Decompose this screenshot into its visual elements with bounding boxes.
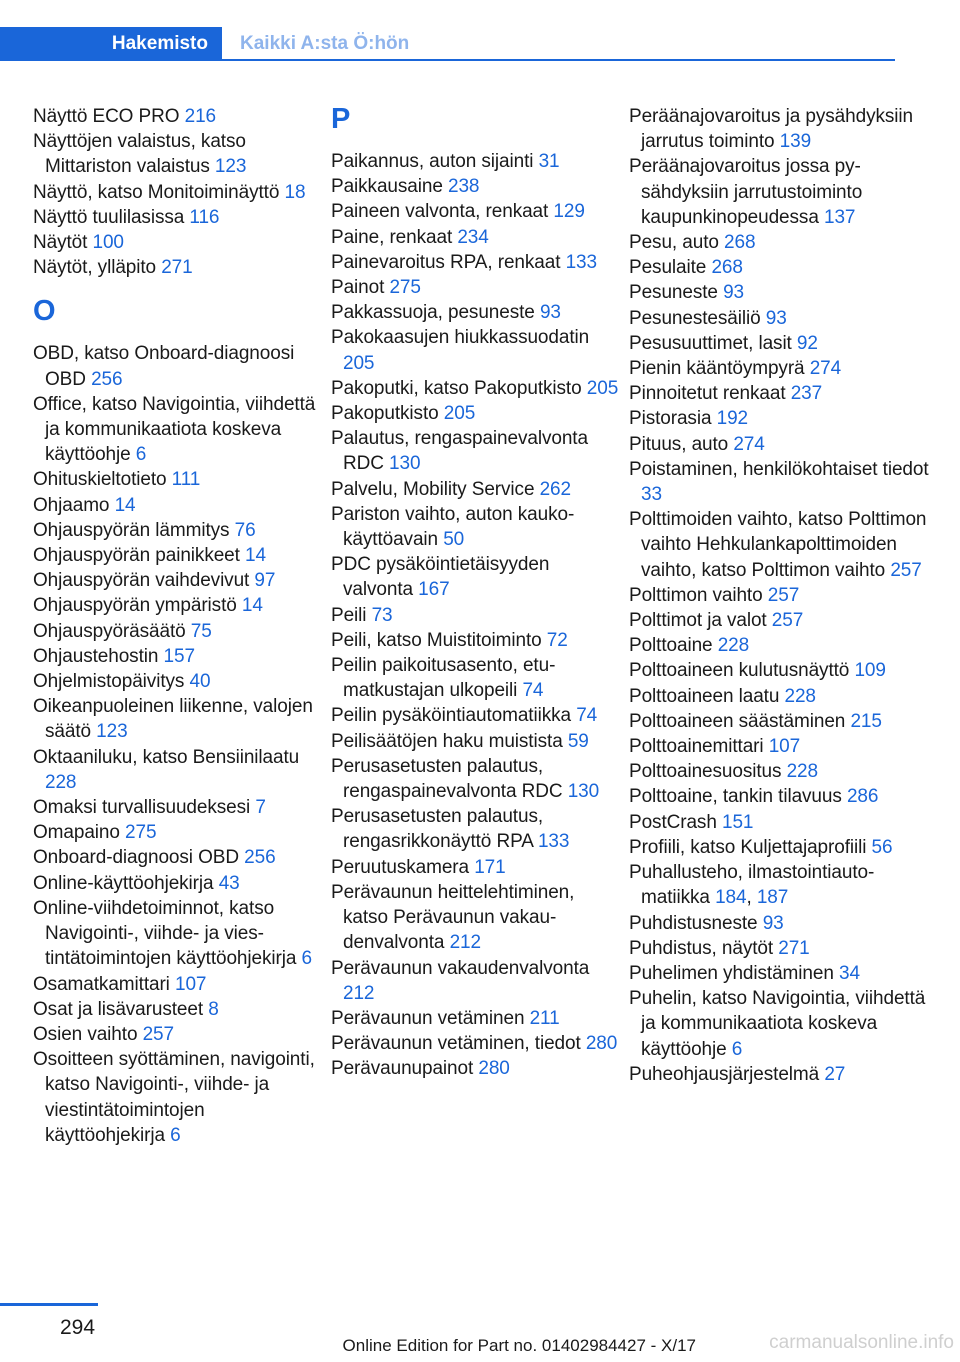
entry-text: Perusasetusten palautus, rengaspainevalvonta RDC (331, 755, 568, 803)
page-link[interactable]: 107 (175, 973, 207, 995)
index-entry (33, 896, 323, 972)
entry-text: Profiili, katso Kuljettajaprofiili (629, 836, 872, 858)
index-entry (331, 250, 621, 275)
entry-text: Peilisäätöjen haku muistista (331, 730, 568, 752)
entry-text: Onboard-diagnoosi OBD (33, 847, 245, 869)
page-link[interactable]: 171 (474, 856, 506, 878)
index-entry (629, 633, 929, 658)
index-entry (629, 734, 929, 759)
page-link[interactable]: 40 (189, 671, 211, 693)
page-link[interactable]: 14 (245, 545, 266, 567)
entry-text: Ohjauspyörän lämmitys (33, 519, 235, 541)
entry-text: Puhdistus, näytöt (629, 937, 779, 959)
entry-text: Pituus, auto (629, 433, 734, 455)
entry-text: Oikeanpuoleinen liikenne, valojen säätö (33, 696, 313, 743)
page-link[interactable]: 151 (721, 811, 754, 833)
page-link[interactable]: 7 (255, 797, 266, 819)
index-entry (629, 104, 929, 154)
entry-text: Paineen valvonta, renkaat (331, 201, 554, 223)
index-entry (629, 432, 929, 457)
entry-text: Perävaunun vetäminen (331, 1007, 530, 1029)
entry-text: Näyttöjen valaistus, katso Mittariston valaistus (33, 131, 246, 178)
entry-text: Pesu, auto (629, 232, 725, 254)
entry-text: Pistorasia (629, 408, 717, 430)
index-entry (331, 1006, 621, 1031)
page-link[interactable]: 116 (189, 206, 220, 228)
entry-text: Polttimoiden vaihto, katso Polttimon vaihto Hehkulankapolttimoiden vaihto, katso Polttimon vaihto (629, 509, 927, 581)
page-link[interactable]: 14 (241, 595, 263, 617)
index-entry (331, 754, 621, 804)
page-link[interactable]: 274 (733, 433, 765, 455)
entry-text: Perävaunun vetäminen, tiedot (331, 1033, 586, 1055)
page-link[interactable]: 6 (170, 1124, 181, 1146)
entry-text: Pesusuuttimet, lasit (629, 332, 797, 354)
entry-text: Polttoaineen säästäminen (629, 710, 851, 732)
page-link[interactable]: 192 (716, 408, 749, 430)
entry-text: Pesuneste (629, 282, 724, 304)
index-column-1 (33, 104, 323, 1148)
index-entry (331, 729, 621, 754)
page-link[interactable]: 167 (418, 579, 450, 601)
page-link[interactable]: 18 (284, 181, 306, 203)
page-link[interactable]: 157 (163, 645, 195, 667)
index-entry (629, 583, 929, 608)
entry-text: Polttoaineen kulutusnäyttö (629, 660, 855, 682)
page-link[interactable]: 76 (234, 519, 256, 541)
index-entry (331, 426, 621, 476)
index-entry (629, 759, 929, 784)
index-entry (33, 845, 323, 870)
page-link[interactable]: 256 (244, 847, 276, 869)
entry-text: Perävaunun heittelehtiminen, katso Perävaunun vakaudenvalvonta (331, 881, 575, 954)
index-entry (629, 709, 929, 734)
entry-text: Ohituskieltotieto (33, 469, 172, 491)
page-link[interactable]: 262 (539, 478, 571, 500)
index-entry (33, 104, 323, 129)
page-number: 294 (60, 1316, 96, 1339)
page-link[interactable]: 275 (389, 277, 421, 299)
entry-text: Pakoputki, katso Pakoputkisto (331, 377, 587, 399)
index-entry (629, 986, 929, 1062)
entry-text: Peilin pysäköintiautomatiikka (331, 705, 577, 727)
entry-text: Painot (331, 277, 390, 299)
index-entry (331, 552, 621, 602)
page-link[interactable]: 72 (546, 629, 568, 651)
entry-text: PDC pysäköintietäisyyden valvonta (331, 554, 550, 601)
index-entry (629, 406, 929, 431)
header-rule (0, 59, 895, 61)
page-link[interactable]: 212 (449, 932, 481, 954)
page-link[interactable]: 228 (45, 771, 77, 793)
entry-text: Paine, renkaat (331, 226, 458, 248)
index-entry (331, 880, 621, 956)
entry-text: Peilin paikoitusasento, etumatkustajan ulkopeili (331, 655, 556, 702)
entry-text: Ohjaustehostin (33, 645, 164, 667)
page-link[interactable]: 92 (796, 332, 818, 354)
entry-text: Näytöt (33, 232, 93, 254)
entry-text: Pesulaite (629, 257, 712, 279)
index-entry (33, 619, 323, 644)
index-entry (331, 149, 621, 174)
page-link[interactable]: 59 (567, 730, 589, 752)
entry-text: Polttimot ja valot (629, 610, 772, 632)
entry-text: Pariston vaihto, auton kaukokäyttöavain (331, 503, 575, 551)
index-entry (33, 1022, 323, 1047)
page-link[interactable]: 6 (135, 444, 147, 466)
header-tab-bar (0, 27, 895, 61)
index-entry (33, 493, 323, 518)
index-entry (331, 628, 621, 653)
entry-text: Peräänajovaroitus jossa pysähdyksiin jarrutustoiminto kaupunkinopeudessa (629, 156, 863, 228)
index-entry (629, 331, 929, 356)
page-link[interactable]: 257 (767, 584, 800, 606)
entry-text: Ohjelmistopäivitys (33, 671, 190, 693)
page-link[interactable]: 31 (538, 151, 560, 172)
entry-text: Perävaunun vakaudenvalvonta (331, 957, 590, 979)
index-entry (629, 810, 929, 835)
page-link[interactable]: 234 (457, 226, 489, 248)
page-link[interactable]: 286 (846, 786, 879, 808)
entry-text: Online-viihdetoiminnot, katso Navigointi-, viihde- ja viestintätoimintojen käyttöohjekirja (33, 897, 302, 970)
page-link[interactable]: 228 (786, 761, 818, 783)
page-link[interactable]: 111 (171, 469, 201, 491)
entry-text: PostCrash (629, 811, 722, 833)
index-entry (33, 255, 323, 280)
index-entry (331, 703, 621, 728)
index-entry (629, 306, 929, 331)
entry-text: Peruutuskamera (331, 856, 475, 878)
entry-text: Peräänajovaroitus ja pysähdyksiin jarrutus toiminto (629, 106, 913, 153)
entry-text: Ohjauspyörän ympäristö (33, 595, 242, 617)
index-entry (629, 911, 929, 936)
index-entry (331, 956, 621, 1006)
entry-text: Ohjauspyörän vaihdevivut (33, 570, 255, 592)
page-link[interactable]: 43 (218, 872, 240, 894)
page-link[interactable]: 130 (567, 781, 600, 803)
page-link[interactable]: 8 (208, 998, 219, 1020)
index-entry (331, 300, 621, 325)
page-link[interactable]: 274 (809, 358, 842, 380)
entry-text: Omapaino (33, 822, 126, 844)
page-link[interactable]: 133 (537, 831, 570, 853)
page-link[interactable]: 129 (553, 201, 585, 223)
index-entry (33, 997, 323, 1022)
index-entry (33, 972, 323, 997)
index-entry (33, 795, 323, 820)
entry-text: Paikannus, auton sijainti (331, 151, 539, 172)
page-link[interactable]: 212 (343, 982, 375, 1004)
page-link[interactable]: 216 (184, 106, 217, 127)
entry-text: Palautus, rengaspainevalvonta RDC (331, 428, 588, 475)
page-link[interactable]: 205 (586, 377, 619, 399)
index-entry (33, 644, 323, 669)
page-link[interactable]: 280 (585, 1033, 618, 1055)
page-link[interactable]: 56 (871, 836, 893, 858)
page-link[interactable]: 257 (771, 610, 804, 632)
index-entry (33, 820, 323, 845)
entry-text: Puheohjausjärjestelmä (629, 1063, 825, 1085)
page-link[interactable]: 211 (529, 1007, 560, 1029)
entry-text: Painevaroitus RPA, renkaat (331, 251, 566, 273)
entry-text: Pakoputkisto (331, 403, 444, 425)
page-link[interactable]: 237 (790, 383, 823, 405)
entry-text: Poistaminen, henkilökohtaiset tiedot (629, 458, 929, 480)
entry-text: Oktaaniluku, katso Bensiinilaatu (33, 746, 300, 768)
page-link[interactable]: 275 (125, 822, 157, 844)
edition-note: Online Edition for Part no. 01402984427 - X/17 (342, 1336, 696, 1355)
index-entry (629, 608, 929, 633)
page-link[interactable]: 133 (565, 251, 597, 273)
page-link[interactable]: 184 (715, 887, 747, 909)
index-entry (33, 518, 323, 543)
entry-text: Polttimon vaihto (629, 584, 768, 606)
page-link[interactable]: 93 (539, 302, 561, 324)
index-column-3 (629, 104, 929, 1087)
index-entry (331, 855, 621, 880)
entry-text: Perävaunupainot (331, 1058, 479, 1080)
index-entry (331, 502, 621, 552)
index-entry (629, 381, 929, 406)
entry-text: Pinnoitetut renkaat (629, 383, 791, 405)
entry-text: Pesunestesäiliö (629, 307, 766, 329)
entry-text: Polttoaine (629, 635, 718, 657)
page-link[interactable]: 268 (724, 232, 756, 254)
index-entry (331, 401, 621, 426)
index-entry (629, 255, 929, 280)
entry-text: Peili (331, 604, 372, 626)
entry-text: Ohjauspyöräsäätö (33, 620, 191, 642)
entry-text: Polttoaineen laatu (629, 685, 785, 707)
footer-rule (0, 1303, 98, 1306)
index-entry (33, 669, 323, 694)
index-entry (33, 467, 323, 492)
page-separator: , (746, 887, 757, 909)
index-entry (331, 477, 621, 502)
index-entry (331, 174, 621, 199)
page-link[interactable]: 75 (190, 620, 212, 642)
entry-text: Puhelimen yhdistäminen (629, 962, 839, 984)
index-entry (629, 280, 929, 305)
page-link[interactable]: 123 (214, 156, 247, 178)
entry-text: Palvelu, Mobility Service (331, 478, 540, 500)
entry-text: Ohjaamo (33, 494, 115, 516)
page-link[interactable]: 215 (850, 710, 882, 732)
index-entry (629, 936, 929, 961)
index-entry (33, 230, 323, 255)
page-link[interactable]: 256 (91, 368, 123, 390)
index-entry (331, 225, 621, 250)
entry-text: Osien vaihto (33, 1023, 143, 1045)
page-link[interactable]: 238 (448, 176, 480, 198)
page-link[interactable]: 93 (762, 912, 784, 934)
entry-text: Perusasetusten palautus, rengasrikkonäyttö RPA (331, 806, 544, 853)
page-link[interactable]: 50 (443, 529, 465, 551)
entry-text: Osoitteen syöttäminen, navigointi, katso Navigointi-, viihde- ja viestintätoimintojen käyttöohjekirja (33, 1049, 315, 1146)
index-entry (331, 653, 621, 703)
page-link[interactable]: 6 (301, 948, 312, 970)
page-link[interactable]: 228 (784, 685, 816, 707)
index-entry (629, 457, 929, 507)
page-link[interactable]: 228 (717, 635, 750, 657)
page-link[interactable]: 74 (576, 705, 598, 727)
index-entry (629, 356, 929, 381)
entry-text: Ohjauspyörän painikkeet (33, 545, 246, 567)
index-entry (33, 180, 323, 205)
index-entry (33, 568, 323, 593)
page-link[interactable]: 34 (839, 962, 860, 984)
entry-text: Online-käyttöohjekirja (33, 872, 219, 894)
page-link[interactable]: 280 (478, 1058, 510, 1080)
page-link[interactable]: 27 (824, 1063, 846, 1085)
index-entry (331, 1056, 621, 1081)
index-entry (33, 871, 323, 896)
entry-text: Pakokaasujen hiukkassuodatin (331, 327, 590, 349)
tab-index[interactable]: Hakemisto (0, 27, 222, 61)
page-link[interactable]: 73 (371, 604, 393, 626)
index-entry (33, 129, 323, 179)
index-entry (33, 543, 323, 568)
index-entry (331, 275, 621, 300)
index-entry (331, 804, 621, 854)
index-entry (33, 341, 323, 391)
entry-text: Näyttö tuulilasissa (33, 206, 190, 228)
watermark: carmanualsonline.info (769, 1332, 954, 1353)
page-link[interactable]: 205 (343, 352, 375, 374)
entry-text: Osat ja lisävarusteet (33, 998, 209, 1020)
page-link[interactable]: 74 (522, 680, 544, 702)
index-entry (33, 745, 323, 795)
section-letter: P (331, 103, 351, 135)
index-entry (33, 593, 323, 618)
page-link[interactable]: 109 (854, 660, 886, 682)
page-link[interactable]: 205 (443, 403, 476, 425)
entry-text: Puhdistusneste (629, 912, 763, 934)
page-link[interactable]: 271 (778, 937, 810, 959)
entry-text: Osamatkamittari (33, 973, 175, 995)
index-entry (33, 392, 323, 468)
index-entry (331, 376, 621, 401)
entry-text: Polttoainesuositus (629, 761, 787, 783)
entry-text: Polttoainemittari (629, 736, 769, 758)
page-link[interactable]: 93 (765, 307, 787, 329)
entry-text: Näytöt, ylläpito (33, 257, 162, 279)
entry-text: Office, katso Navigointia, viihdettä ja kommunikaatiota koskeva käyttöohje (33, 393, 316, 466)
page-link[interactable]: 14 (114, 494, 136, 516)
index-entry (331, 325, 621, 375)
page-link[interactable]: 33 (641, 484, 662, 506)
entry-text: Näyttö, katso Monitoiminäyttö (33, 181, 285, 203)
page-link[interactable]: 271 (161, 257, 193, 279)
page-link[interactable]: 257 (890, 559, 922, 581)
index-column-2 (331, 104, 621, 1082)
entry-text: Peili, katso Muistitoiminto (331, 629, 547, 651)
page-link[interactable]: 268 (711, 257, 743, 279)
index-entry (33, 1047, 323, 1148)
page-link[interactable]: 123 (96, 721, 128, 743)
page-link[interactable]: 6 (731, 1038, 743, 1060)
entry-text: Puhallusteho, ilmastointiautomatiikka (629, 862, 875, 909)
page-link[interactable]: 187 (756, 887, 789, 909)
page-link[interactable]: 93 (723, 282, 745, 304)
page-link[interactable]: 130 (389, 453, 421, 475)
index-entry (33, 205, 323, 230)
entry-text: Polttoaine, tankin tilavuus (629, 786, 847, 808)
index-entry (331, 603, 621, 628)
index-entry (629, 230, 929, 255)
index-entry (629, 507, 929, 583)
page-link[interactable]: 139 (779, 131, 812, 153)
index-entry (629, 154, 929, 230)
entry-text: Näyttö ECO PRO (33, 106, 185, 127)
section-letter: O (33, 295, 56, 328)
index-entry (33, 694, 323, 744)
entry-text: Pienin kääntöympyrä (629, 358, 810, 380)
index-entry (629, 684, 929, 709)
index-entry (629, 658, 929, 683)
index-entry (629, 860, 929, 910)
entry-text: Omaksi turvallisuudeksesi (33, 797, 256, 819)
index-entry (331, 1031, 621, 1056)
entry-text: Paikkausaine (331, 176, 448, 198)
page-link[interactable]: 137 (823, 206, 856, 228)
page-link[interactable]: 97 (254, 570, 276, 592)
index-entry (331, 199, 621, 224)
index-entry (629, 784, 929, 809)
page-link[interactable]: 257 (142, 1023, 174, 1045)
index-entry (629, 961, 929, 986)
entry-text: Puhelin, katso Navigointia, viihdettä ja kommunikaatiota koskeva käyttöohje (629, 988, 926, 1060)
page-link[interactable]: 100 (92, 232, 124, 254)
page-link[interactable]: 107 (768, 736, 801, 758)
entry-text: Pakkassuoja, pesuneste (331, 302, 540, 324)
index-entry (629, 835, 929, 860)
tab-a-to-o[interactable]: Kaikki A:sta Ö:hön (240, 33, 410, 54)
entry-text: OBD, katso Onboard-diagnoosi OBD (33, 343, 295, 390)
index-entry (629, 1062, 929, 1087)
